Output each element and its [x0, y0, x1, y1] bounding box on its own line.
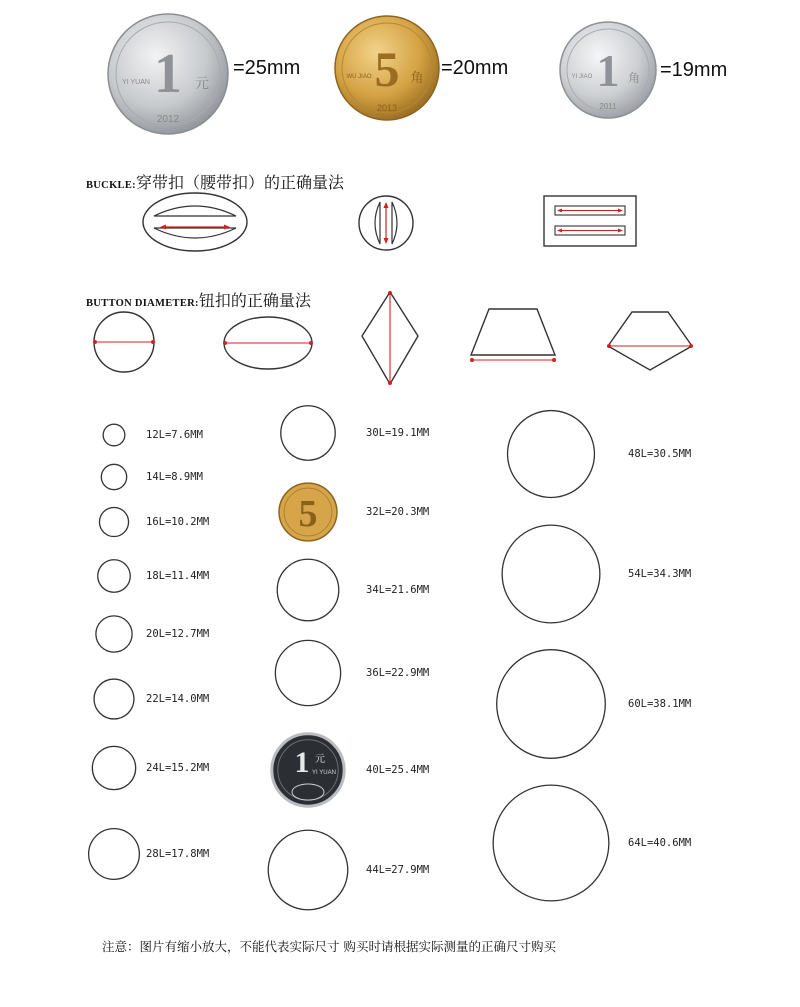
- size-circle-2: [99, 507, 128, 536]
- size-circle-12: [272, 734, 344, 806]
- coin-face-value: 1: [154, 43, 182, 105]
- size-label-10: 34L=21.6MM: [366, 584, 430, 596]
- coin-year: 2013: [376, 103, 398, 113]
- size-circle-5: [94, 679, 134, 719]
- coin-face-value: 5: [374, 41, 400, 97]
- size-label-14: 48L=30.5MM: [628, 448, 692, 460]
- disclaimer-note: 注意：图片有缩小放大，不能代表实际尺寸 购买时请根据实际测量的正确尺寸购买: [102, 939, 556, 954]
- size-label-13: 44L=27.9MM: [366, 864, 430, 876]
- size-circle-16: [497, 650, 606, 759]
- size-circle-14: [508, 411, 595, 498]
- size-circle-0: [103, 424, 125, 446]
- size-circle-4: [96, 616, 132, 652]
- size-circle-9: [279, 483, 337, 541]
- size-circle-7: [89, 829, 140, 880]
- size-label-11: 36L=22.9MM: [366, 667, 430, 679]
- buckle-title-zh: 穿带扣（腰带扣）的正确量法: [135, 173, 344, 192]
- size-label-4: 20L=12.7MM: [146, 628, 210, 640]
- svg-text:元: 元: [315, 754, 325, 765]
- size-label-16: 60L=38.1MM: [628, 698, 692, 710]
- coin-wordmark: YI YUAN: [122, 79, 150, 86]
- size-label-7: 28L=17.8MM: [146, 848, 210, 860]
- size-label-5: 22L=14.0MM: [146, 693, 210, 705]
- coin-5-jiao-size-label: =20mm: [441, 57, 509, 79]
- coin-year: 2012: [156, 114, 180, 125]
- size-label-6: 24L=15.2MM: [146, 762, 210, 774]
- size-label-9: 32L=20.3MM: [366, 506, 430, 518]
- size-circle-3: [98, 560, 130, 592]
- size-circle-11: [275, 640, 340, 705]
- button-title-zh: 钮扣的正确量法: [198, 291, 311, 310]
- size-circle-8: [281, 406, 335, 460]
- coin-unit: 角: [410, 71, 424, 86]
- size-label-15: 54L=34.3MM: [628, 568, 692, 580]
- size-label-12: 40L=25.4MM: [366, 764, 430, 776]
- svg-text:1: 1: [294, 746, 310, 779]
- size-label-3: 18L=11.4MM: [146, 570, 210, 582]
- svg-text:YI YUAN: YI YUAN: [312, 770, 336, 776]
- size-label-0: 12L=7.6MM: [146, 429, 203, 441]
- coin-1-jiao-size-label: =19mm: [660, 59, 728, 81]
- size-label-17: 64L=40.6MM: [628, 837, 692, 849]
- coin-face-value: 1: [596, 45, 620, 96]
- buckle-title-en: BUCKLE:: [86, 180, 136, 191]
- size-label-1: 14L=8.9MM: [146, 471, 203, 483]
- size-label-2: 16L=10.2MM: [146, 516, 210, 528]
- coin-unit: 元: [195, 76, 209, 92]
- svg-text:5: 5: [298, 493, 318, 535]
- coin-wordmark: YI JIAO: [571, 74, 593, 80]
- size-circle-1: [101, 464, 126, 489]
- size-circle-17: [493, 785, 609, 901]
- size-circle-6: [92, 746, 135, 789]
- size-circle-13: [268, 830, 348, 910]
- coin-year: 2011: [599, 102, 617, 111]
- size-label-8: 30L=19.1MM: [366, 427, 430, 439]
- size-circle-15: [502, 525, 600, 623]
- size-circle-10: [277, 559, 339, 621]
- coin-unit: 角: [627, 71, 641, 85]
- coin-wordmark: WU JIAO: [346, 74, 372, 80]
- button-title-en: BUTTON DIAMETER:: [86, 298, 199, 309]
- coin-1-yuan-size-label: =25mm: [233, 57, 301, 79]
